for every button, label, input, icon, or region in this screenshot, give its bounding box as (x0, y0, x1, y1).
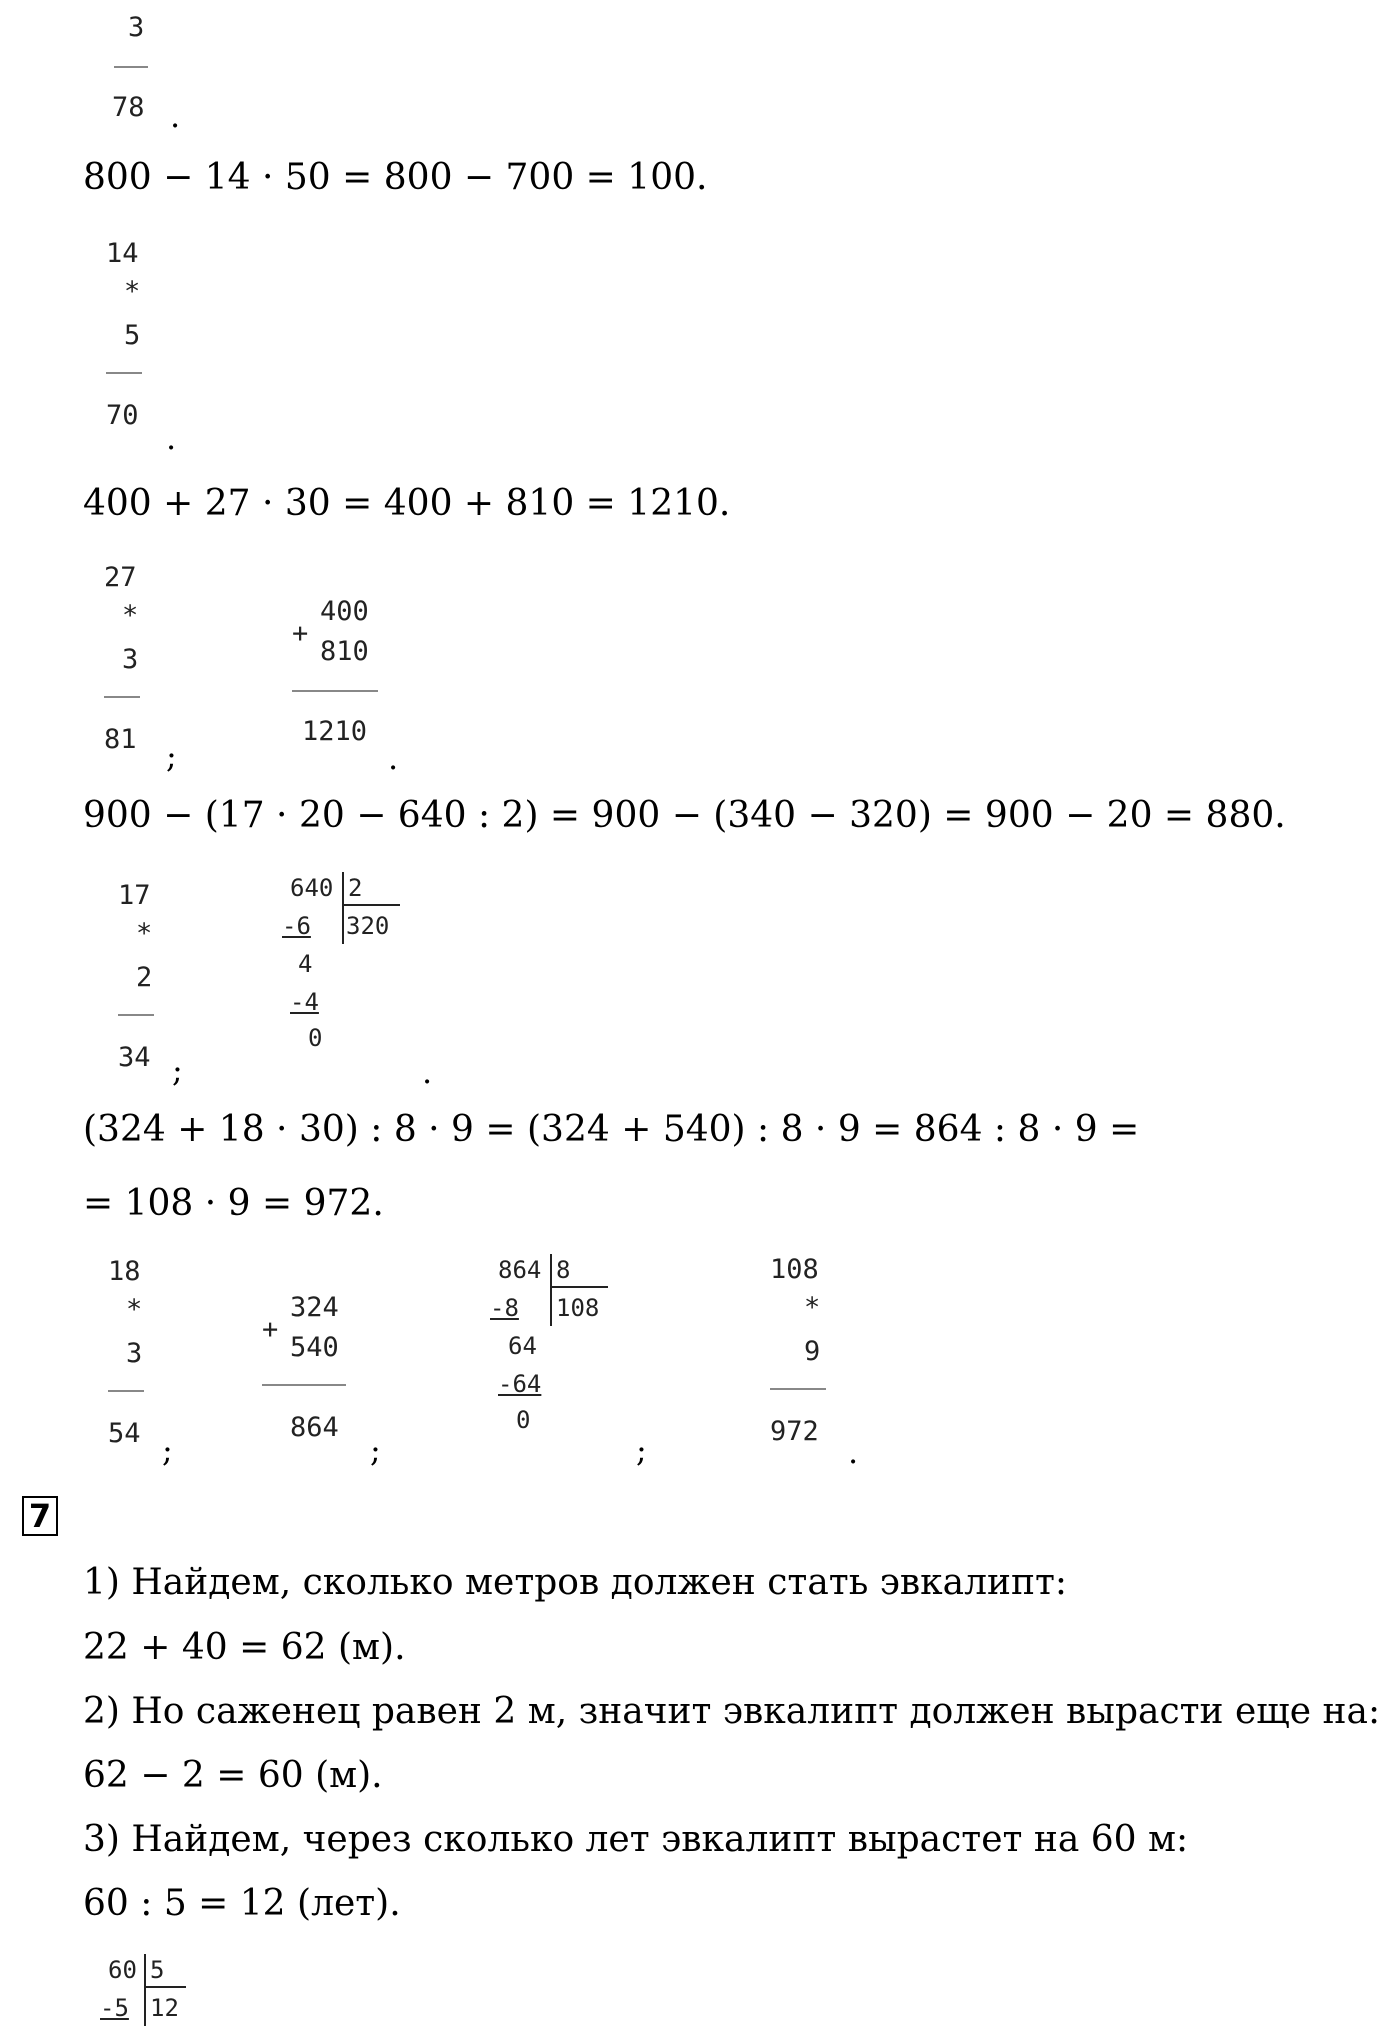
equation-1: 800 − 14 · 50 = 800 − 700 = 100. (83, 157, 708, 198)
calc1-a: 14 (106, 238, 139, 269)
semicolon: ; (166, 737, 177, 775)
div3-dividend: 640 (290, 874, 334, 902)
div4-sub2: -64 (498, 1370, 542, 1398)
dot: . (388, 739, 399, 777)
calc3a-op: * (136, 918, 153, 949)
task7-calc3: 60 : 5 = 12 (лет). (83, 1883, 401, 1924)
calc3a-rule (118, 1014, 154, 1016)
calc4a-op: * (126, 1294, 143, 1325)
calc1-b: 5 (124, 320, 141, 351)
equation-2: 400 + 27 · 30 = 400 + 810 = 1210. (83, 483, 731, 524)
semicolon: ; (370, 1431, 381, 1469)
dot: . (422, 1053, 433, 1091)
dot: . (170, 97, 181, 135)
calc4c-a: 108 (770, 1254, 819, 1285)
task-number-box: 7 (22, 1496, 58, 1536)
calc4c-rule (770, 1388, 826, 1390)
div7-quotient: 12 (150, 1994, 179, 2022)
calc4a-result: 54 (108, 1418, 141, 1449)
semicolon: ; (636, 1431, 647, 1469)
calc4b-rule (262, 1384, 346, 1386)
div7-sub1: -5 (100, 1994, 129, 2022)
calc4a-a: 18 (108, 1256, 141, 1287)
calc1-rule (106, 372, 142, 374)
dot: . (848, 1433, 859, 1471)
calc2b-b: 810 (320, 636, 369, 667)
calc2a-a: 27 (104, 562, 137, 593)
div4-rem1: 64 (508, 1332, 537, 1360)
calc4a-b: 3 (126, 1338, 143, 1369)
task7-step1: 1) Найдем, сколько метров должен стать эвкалипт: (83, 1562, 1068, 1603)
calc4b-a: 324 (290, 1292, 339, 1323)
div4-sub1: -8 (490, 1294, 519, 1322)
equation-4-line-2: = 108 · 9 = 972. (83, 1183, 384, 1224)
calc2a-b: 3 (122, 644, 139, 675)
calc-top-rule (114, 66, 148, 68)
div4-dividend: 864 (498, 1256, 542, 1284)
semicolon: ; (172, 1051, 183, 1089)
calc2a-op: * (122, 600, 139, 631)
calc4b-op: + (262, 1314, 279, 1345)
equation-3: 900 − (17 · 20 − 640 : 2) = 900 − (340 − 320) = 900 − 20 = 880. (83, 795, 1286, 836)
div3-sub1: -6 (282, 912, 311, 940)
equation-4-line-1: (324 + 18 · 30) : 8 · 9 = (324 + 540) : 8 · 9 = 864 : 8 · 9 = (83, 1109, 1140, 1150)
div4-quotient: 108 (556, 1294, 600, 1322)
div4-rem2: 0 (516, 1406, 531, 1434)
div7-dividend: 60 (108, 1956, 137, 1984)
div4-vline (550, 1254, 552, 1326)
task7-calc1: 22 + 40 = 62 (м). (83, 1627, 406, 1668)
div3-rem2: 0 (308, 1024, 323, 1052)
task7-calc2: 62 − 2 = 60 (м). (83, 1755, 383, 1796)
div3-rem1: 4 (298, 950, 313, 978)
calc2b-a: 400 (320, 596, 369, 627)
calc3a-a: 17 (118, 880, 151, 911)
calc4c-op: * (804, 1292, 821, 1323)
div4-hline (550, 1286, 608, 1288)
calc2b-result: 1210 (302, 716, 368, 747)
calc4b-b: 540 (290, 1332, 339, 1363)
calc4a-rule (108, 1390, 144, 1392)
div3-sub2: -4 (290, 988, 319, 1016)
div3-divisor: 2 (348, 874, 363, 902)
calc4b-result: 864 (290, 1412, 339, 1443)
calc4c-b: 9 (804, 1336, 821, 1367)
task7-step2: 2) Но саженец равен 2 м, значит эвкалипт должен вырасти еще на: (83, 1691, 1381, 1732)
task7-step3: 3) Найдем, через сколько лет эвкалипт вырастет на 60 м: (83, 1819, 1189, 1860)
calc4c-result: 972 (770, 1416, 819, 1447)
calc2a-rule (104, 696, 140, 698)
div3-quotient: 320 (346, 912, 390, 940)
div7-vline (144, 1954, 146, 2026)
calc2a-result: 81 (104, 724, 137, 755)
calc2b-rule (292, 690, 378, 692)
div4-divisor: 8 (556, 1256, 571, 1284)
div7-divisor: 5 (150, 1956, 165, 1984)
semicolon: ; (162, 1431, 173, 1469)
calc3a-b: 2 (136, 962, 153, 993)
calc1-result: 70 (106, 400, 139, 431)
calc1-op: * (124, 276, 141, 307)
div3-hline (342, 904, 400, 906)
calc-top-result: 78 (112, 92, 145, 123)
div3-vline (342, 872, 344, 944)
dot: . (166, 419, 177, 457)
div7-hline (144, 1986, 186, 1988)
calc3a-result: 34 (118, 1042, 151, 1073)
calc2b-op: + (292, 618, 309, 649)
calc-top-partial: 3 (128, 12, 145, 43)
